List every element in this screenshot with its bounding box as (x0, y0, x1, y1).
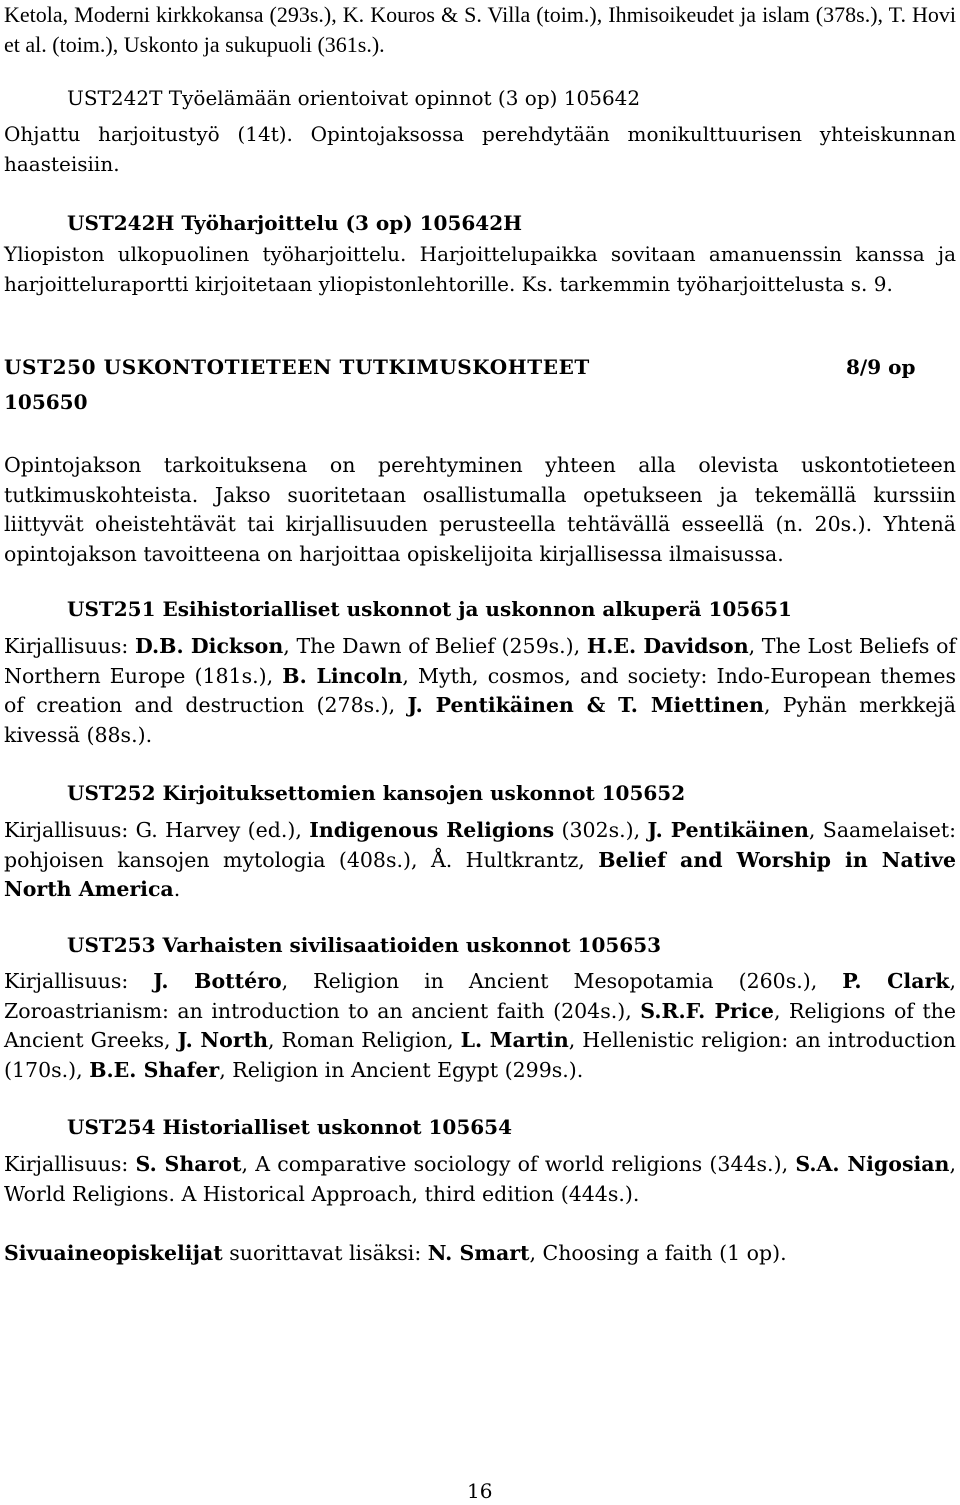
author: B.E. Shafer (89, 1057, 220, 1082)
ust252-literature (4, 816, 956, 905)
literature-label: Kirjallisuus: (4, 969, 154, 993)
author: S.A. Nigosian (795, 1152, 950, 1176)
literature-label: Kirjallisuus: G. Harvey (ed.), (4, 818, 310, 842)
author: D.B. Dickson (134, 634, 284, 658)
author: S.R.F. Price (640, 998, 774, 1023)
ust250-title: UST250 USKONTOTIETEEN TUTKIMUSKOHTEET (4, 355, 590, 379)
author: J. Pentikäinen (647, 818, 809, 842)
work: , Religion in Ancient Mesopotamia (260s.), (281, 969, 843, 993)
ust242t-heading: UST242T Työelämään orientoivat opinnot (3 op) 105642 (67, 86, 641, 110)
ust242h-heading: UST242H Työharjoittelu (3 op) 105642H (67, 211, 523, 235)
work: , The Dawn of Belief (259s.), (283, 634, 587, 658)
author: J. Bottéro (153, 969, 282, 993)
ust252-heading: UST252 Kirjoituksettomien kansojen uskonnot 105652 (67, 781, 686, 805)
work: , Pyhän merkkejä kivessä (88s.). (4, 693, 956, 747)
author: J. Pentikäinen & T. Miettinen (407, 693, 764, 717)
work: , Choosing a faith (1 op). (529, 1241, 787, 1265)
ust251-heading: UST251 Esihistorialliset uskonnot ja uskonnon alkuperä 105651 (67, 597, 792, 621)
ust254-heading: UST254 Historialliset uskonnot 105654 (67, 1115, 512, 1139)
work: , The Lost Beliefs of Northern Europe (181s.), (4, 634, 957, 688)
author: H.E. Davidson (586, 634, 749, 658)
work: , A comparative sociology of world religions (344s.), (241, 1152, 796, 1176)
ust250-code: 105650 (4, 390, 88, 414)
book-title: Belief and Worship in Native North America (4, 847, 956, 901)
work: , Religion in Ancient Egypt (299s.). (219, 1057, 584, 1082)
note-subject: Sivuaineopiskelijat (4, 1241, 223, 1265)
page-number: 16 (467, 1479, 493, 1503)
author: N. Smart (427, 1241, 530, 1265)
ust251-literature (4, 632, 956, 750)
ust253-literature (4, 967, 956, 1085)
work: . (173, 877, 181, 901)
author: B. Lincoln (282, 663, 403, 688)
work: , World Religions. A Historical Approach, third edition (444s.). (4, 1152, 956, 1206)
ust253-heading: UST253 Varhaisten sivilisaatioiden uskonnot 105653 (67, 933, 662, 957)
work: , Hellenistic religion: an introduction (170s.), (4, 1028, 956, 1082)
literature-label: Kirjallisuus: (4, 634, 135, 658)
work: , Religions of the Ancient Greeks, (4, 998, 956, 1052)
top-continuation-text: Ketola, Moderni kirkkokansa (293s.), K. Kouros & S. Villa (toim.), Ihmisoikeudet ja islam (378s.), T. Hovi et al. (toim.), Uskonto ja sukupuoli (361s.). (4, 2, 956, 57)
sivuaine-note (4, 1239, 956, 1269)
work: , Roman Religion, (268, 1028, 461, 1052)
author: P. Clark (842, 969, 950, 993)
ust242t-text: Ohjattu harjoitustyö (14t). Opintojaksossa perehdytään monikulttuurisen yhteiskunnan haasteisiin. (4, 122, 956, 176)
book-title: Indigenous Religions (309, 818, 555, 842)
work: , Zoroastrianism: an introduction to an ancient faith (204s.), (4, 969, 957, 1023)
author: L. Martin (460, 1028, 569, 1052)
ust250-description: Opintojakson tarkoituksena on perehtyminen yhteen alla olevista uskontotieteen tutkimuskohteista. Jakso suoritetaan osallistumalla opetukseen ja tekemällä kurssiin liittyvät oheistehtävät tai kirjallisuuden perusteella tehtävällä esseellä (n. 20s.). Yhtenä opintojakson tavoitteena on harjoittaa opiskelijoita kirjallisessa ilmaisussa. (4, 453, 956, 566)
work: , Myth, cosmos, and society: Indo-European themes of creation and destruction (278s.), (4, 663, 956, 717)
author: S. Sharot (135, 1152, 242, 1176)
ust250-credits: 8/9 op (846, 355, 916, 379)
ust242h-text: Yliopiston ulkopuolinen työharjoittelu. Harjoittelupaikka sovitaan amanuenssin kanssa ja harjoitteluraportti kirjoitetaan yliopistonlehtorille. Ks. tarkemmin työharjoittelusta s. 9. (4, 242, 956, 296)
literature-label: Kirjallisuus: (4, 1152, 136, 1176)
ust254-literature (4, 1150, 956, 1209)
work: (302s.), (554, 818, 648, 842)
work: , Saamelaiset: pohjoisen kansojen mytologia (408s.), Å. Hultkrantz, (4, 818, 956, 872)
work: suorittavat lisäksi: (222, 1241, 428, 1265)
author: J. North (177, 1028, 269, 1052)
